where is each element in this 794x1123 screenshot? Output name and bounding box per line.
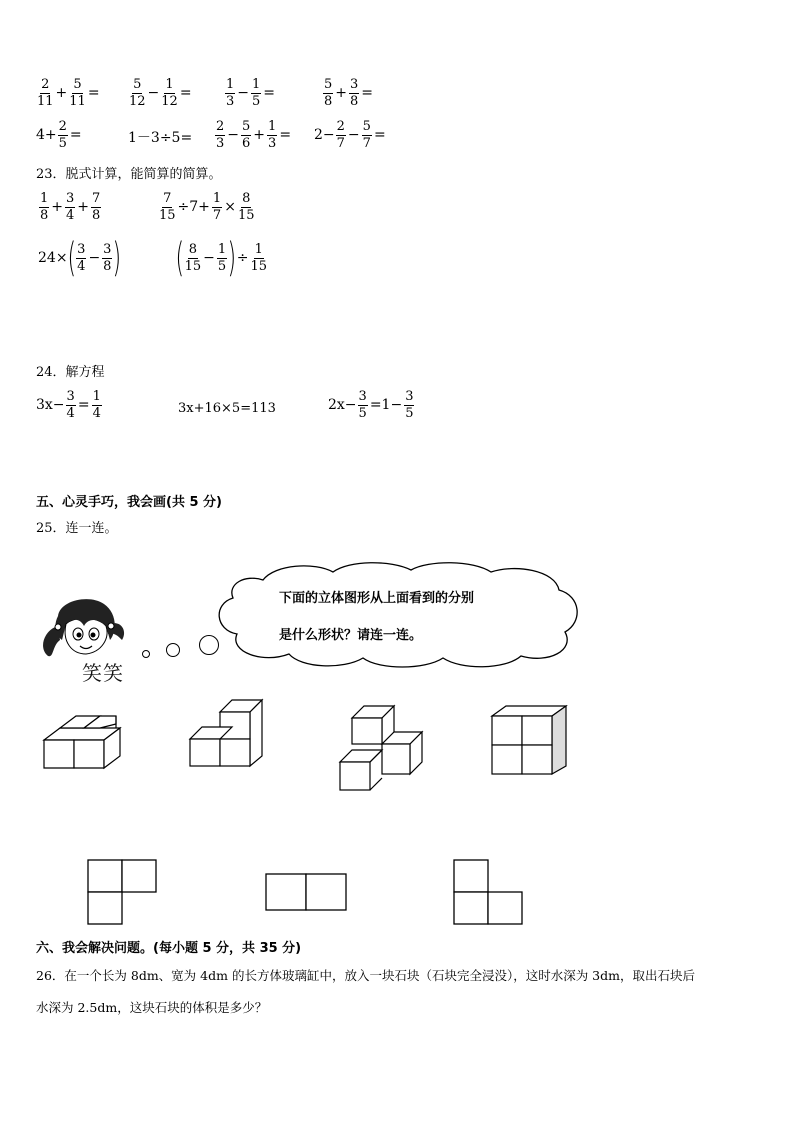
q23-title: 23．脱式计算，能简算的简算。 [36, 167, 222, 182]
calc-r1-e1: $\frac{2}{11}$ + $\frac{5}{11}$ = [37, 77, 100, 109]
q26-line-1: 26．在一个长为 8dm、宽为 4dm 的长方体玻璃缸中，放入一块石块（石块完全浸没），这时水深为 3dm，取出石块后 [36, 968, 695, 983]
solid-shape-2 [186, 694, 266, 770]
bubble-line-1: 下面的立体图形从上面看到的分别 [279, 591, 475, 606]
top-view-row-shape [264, 872, 348, 912]
girl-character-icon [38, 596, 134, 658]
calc-r1-e2: $\frac{5}{12}$ − $\frac{1}{12}$ = [129, 77, 192, 109]
calc-r2-e1: 4+ $\frac{2}{5}$ = [36, 119, 82, 151]
solid-shape-1 [40, 712, 128, 774]
solid-shape-3 [338, 704, 430, 792]
calc-r1-e3: $\frac{1}{3}$ − $\frac{1}{5}$ = [226, 77, 276, 109]
section6-title: 六、我会解决问题。(每小题 5 分，共 35 分) [36, 941, 302, 956]
cloud-bubble [215, 560, 585, 670]
q23-e1: $\frac{1}{8}$ + $\frac{3}{4}$ + $\frac{7}{8}$ [40, 191, 101, 223]
q25-title: 25．连一连。 [36, 521, 118, 536]
calc-r1-e4: $\frac{5}{8}$ + $\frac{3}{8}$ = [324, 77, 374, 109]
solid-shape-4 [490, 704, 570, 776]
q24-title: 24．解方程 [36, 365, 105, 380]
q24-e1: 3x− $\frac{3}{4}$ = $\frac{1}{4}$ [36, 389, 101, 421]
calc-r2-e4: 2− $\frac{2}{7}$ − $\frac{5}{7}$ = [314, 119, 386, 151]
top-view-l-shape [86, 858, 158, 926]
q23-e3: 24× ( $\frac{3}{4}$ − $\frac{3}{8}$ ) [38, 235, 122, 281]
calc-r2-e3: $\frac{2}{3}$ − $\frac{5}{6}$ + $\frac{1}{3}$ = [216, 119, 292, 151]
top-view-corner-shape [452, 858, 526, 926]
q26-line-2: 水深为 2.5dm，这块石块的体积是多少？ [36, 1000, 268, 1015]
character-name-label: 笑笑 [82, 661, 124, 685]
q23-e4: ( $\frac{8}{15}$ − $\frac{1}{5}$ ) ÷ $\frac{1}{15}$ [175, 235, 268, 281]
section5-title: 五、心灵手巧，我会画(共 5 分) [36, 495, 222, 510]
q23-e2: $\frac{7}{15}$ ÷7+ $\frac{1}{7}$ × $\frac{8}{15}$ [159, 191, 255, 223]
q24-e3: 2x− $\frac{3}{5}$ =1− $\frac{3}{5}$ [328, 389, 414, 421]
bubble-line-2: 是什么形状？请连一连。 [279, 628, 423, 643]
q24-e2: 3x+16×5=113 [178, 401, 276, 416]
calc-r2-e2: 1－3÷5= [128, 130, 193, 146]
thought-circles [140, 634, 222, 664]
